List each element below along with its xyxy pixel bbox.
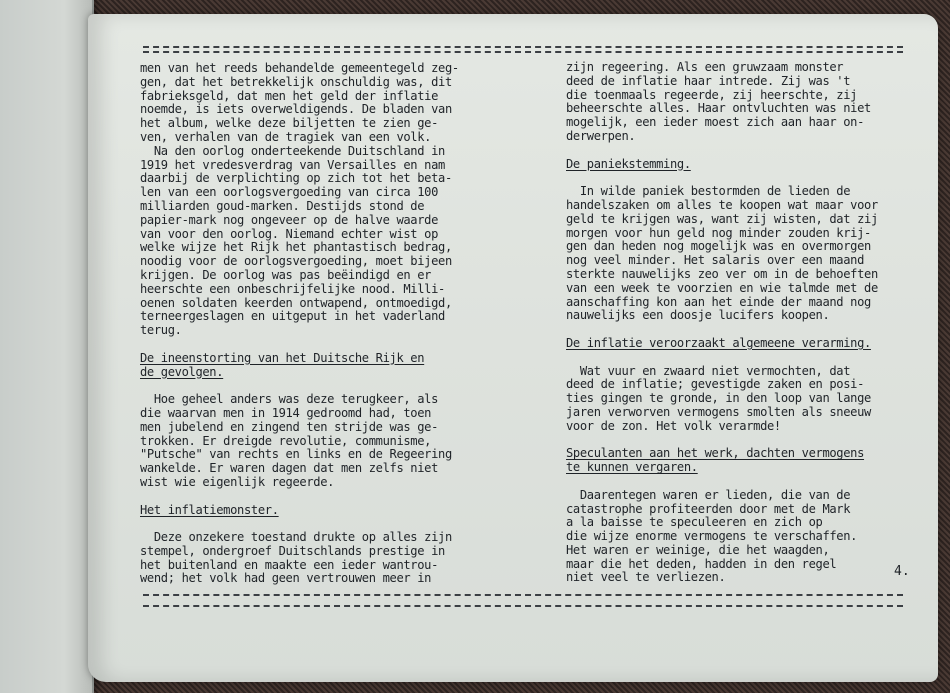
text-line: die waarvan men in 1914 gedroomd had, toen xyxy=(140,405,432,420)
top-dashed-rule-second xyxy=(143,51,903,53)
previous-page-edge xyxy=(0,0,94,693)
text-line: Het waren er weinige, die het waagden, xyxy=(566,542,830,557)
section-heading: Speculanten aan het werk, dachten vermogens xyxy=(566,446,865,461)
text-line: heerschte een onbeschrijfelijke nood. Milli- xyxy=(140,281,445,296)
book-page xyxy=(88,14,938,682)
text-line: In wilde paniek bestormden de lieden de xyxy=(566,184,851,199)
text-line: wist wie eigenlijk regeerde. xyxy=(140,474,335,489)
text-line xyxy=(566,475,936,489)
text-line xyxy=(140,379,510,393)
text-line: men jubelend en zingend ten strijde was ge- xyxy=(140,419,439,434)
text-line: derwerpen. xyxy=(566,128,636,143)
left-text-column xyxy=(140,62,510,586)
section-heading: De paniekstemming. xyxy=(566,156,691,171)
text-line xyxy=(566,434,936,448)
text-line: voor de zon. Het volk verarmde! xyxy=(566,418,781,433)
text-line: 1919 het vredesverdrag van Versailles en nam xyxy=(140,157,445,172)
section-heading: de gevolgen. xyxy=(140,364,224,379)
right-text-column xyxy=(566,61,936,585)
text-line xyxy=(566,351,936,365)
text-line: wankelde. Er waren dagen dat men zelfs niet xyxy=(140,461,439,476)
text-line: nauwelijks een doosje lucifers koopen. xyxy=(566,308,830,323)
text-line: die wijze enorme vermogens te verschaffen. xyxy=(566,529,858,544)
text-line: Hoe geheel anders was deze terugkeer, als xyxy=(140,392,439,407)
text-line xyxy=(140,490,510,504)
text-line: men van het reeds behandelde gemeentegeld zeg- xyxy=(140,61,459,75)
text-line xyxy=(566,144,936,158)
text-line: papier-mark nog ongeveer op de halve waarde xyxy=(140,212,439,227)
text-line xyxy=(566,171,936,185)
text-line: terneergeslagen en uitgeput in het vaderland xyxy=(140,309,445,324)
text-line: fabrieksgeld, dat men het geld der inflatie xyxy=(140,88,439,103)
text-line: stempel, ondergroef Duitschlands prestige in xyxy=(140,543,445,558)
section-heading: De inflatie veroorzaakt algemeene verarming. xyxy=(566,335,871,350)
text-line: het album, welke deze biljetten te zien ge- xyxy=(140,116,439,131)
text-line: milliarden goud-marken. Destijds stond de xyxy=(140,198,425,213)
section-heading: De ineenstorting van het Duitsche Rijk en xyxy=(140,350,425,365)
text-line: trokken. Er dreigde revolutie, communisme, xyxy=(140,433,432,448)
text-line xyxy=(140,517,510,531)
text-line: sterkte nauwelijks zeo ver om in de behoeften xyxy=(566,266,878,281)
text-line: zijn regeering. Als een gruwzaam monster xyxy=(566,60,844,74)
text-line: niet veel te verliezen. xyxy=(566,570,726,585)
text-line: jaren verworven vermogens smolten als sneeuw xyxy=(566,404,871,419)
top-dashed-rule xyxy=(143,46,903,48)
page-number: 4. xyxy=(894,564,910,579)
text-line: Deze onzekere toestand drukte op alles zijn xyxy=(140,530,452,545)
text-line: ties gingen te gronde, in den loop van lange xyxy=(566,391,871,406)
text-line: geld te krijgen was, want zij wisten, dat zij xyxy=(566,211,878,226)
text-line: deed de inflatie haar intrede. Zij was 't xyxy=(566,73,851,88)
text-line: krijgen. De oorlog was pas beëindigd en er xyxy=(140,267,432,282)
text-line xyxy=(566,323,936,337)
text-line: morgen voor hun geld nog minder zouden krij- xyxy=(566,225,871,240)
text-line xyxy=(140,338,510,352)
text-line: oenen soldaten keerden ontwapend, ontmoedigd, xyxy=(140,295,452,310)
text-line: ven, verhalen van de tragiek van een volk. xyxy=(140,129,432,144)
text-line: beheerschte alles. Haar ontvluchten was niet xyxy=(566,101,871,116)
text-line: noodig voor de oorlogsvergoeding, moet bijeen xyxy=(140,254,452,269)
text-line: gen, dat het betrekkelijk onschuldig was, dit xyxy=(140,74,452,89)
text-line: a la baisse te speculeeren en zich op xyxy=(566,515,823,530)
text-line: handelszaken om alles te koopen wat maar voor xyxy=(566,197,878,212)
section-heading: Het inflatiemonster. xyxy=(140,502,279,517)
text-line: welke wijze het Rijk het phantastisch bedrag, xyxy=(140,240,452,255)
text-line: Daarentegen waren er lieden, die van de xyxy=(566,487,851,502)
text-line: Wat vuur en zwaard niet vermochten, dat xyxy=(566,363,851,378)
text-line: het buitenland en maakte een ieder wantrou- xyxy=(140,557,439,572)
text-line: "Putsche" van rechts en links en de Regeering xyxy=(140,447,452,462)
text-line: Na den oorlog onderteekende Duitschland in xyxy=(140,143,445,158)
text-line: aanschaffing kon aan het einde der maand nog xyxy=(566,294,871,309)
text-line: wend; het volk had geen vertrouwen meer in xyxy=(140,571,432,586)
text-line: deed de inflatie; gevestigde zaken en posi- xyxy=(566,377,865,392)
text-line: noemde, is iets overweldigends. De bladen van xyxy=(140,102,452,117)
text-line: nog veel minder. Het salaris over een maand xyxy=(566,253,865,268)
text-line: van een week te voorzien en wie talmde met de xyxy=(566,280,878,295)
text-line: van voor den oorlog. Niemand echter wist op xyxy=(140,226,439,241)
bottom-dashed-rule-second xyxy=(143,605,903,607)
text-line: maar die het deden, hadden in den regel xyxy=(566,556,837,571)
section-heading: te kunnen vergaren. xyxy=(566,460,698,475)
text-line: die toenmaals regeerde, zij heerschte, zij xyxy=(566,87,858,102)
text-line: terug. xyxy=(140,323,182,338)
text-line: mogelijk, een ieder moest zich aan haar on- xyxy=(566,115,865,130)
text-line: catastrophe profiteerden door met de Mark xyxy=(566,501,851,516)
text-line: gen dan heden nog mogelijk was en overmorgen xyxy=(566,239,871,254)
text-line: daarbij de verplichting op zich tot het beta- xyxy=(140,171,452,186)
bottom-dashed-rule xyxy=(143,594,903,596)
text-line: len van een oorlogsvergoeding van circa 100 xyxy=(140,185,439,200)
